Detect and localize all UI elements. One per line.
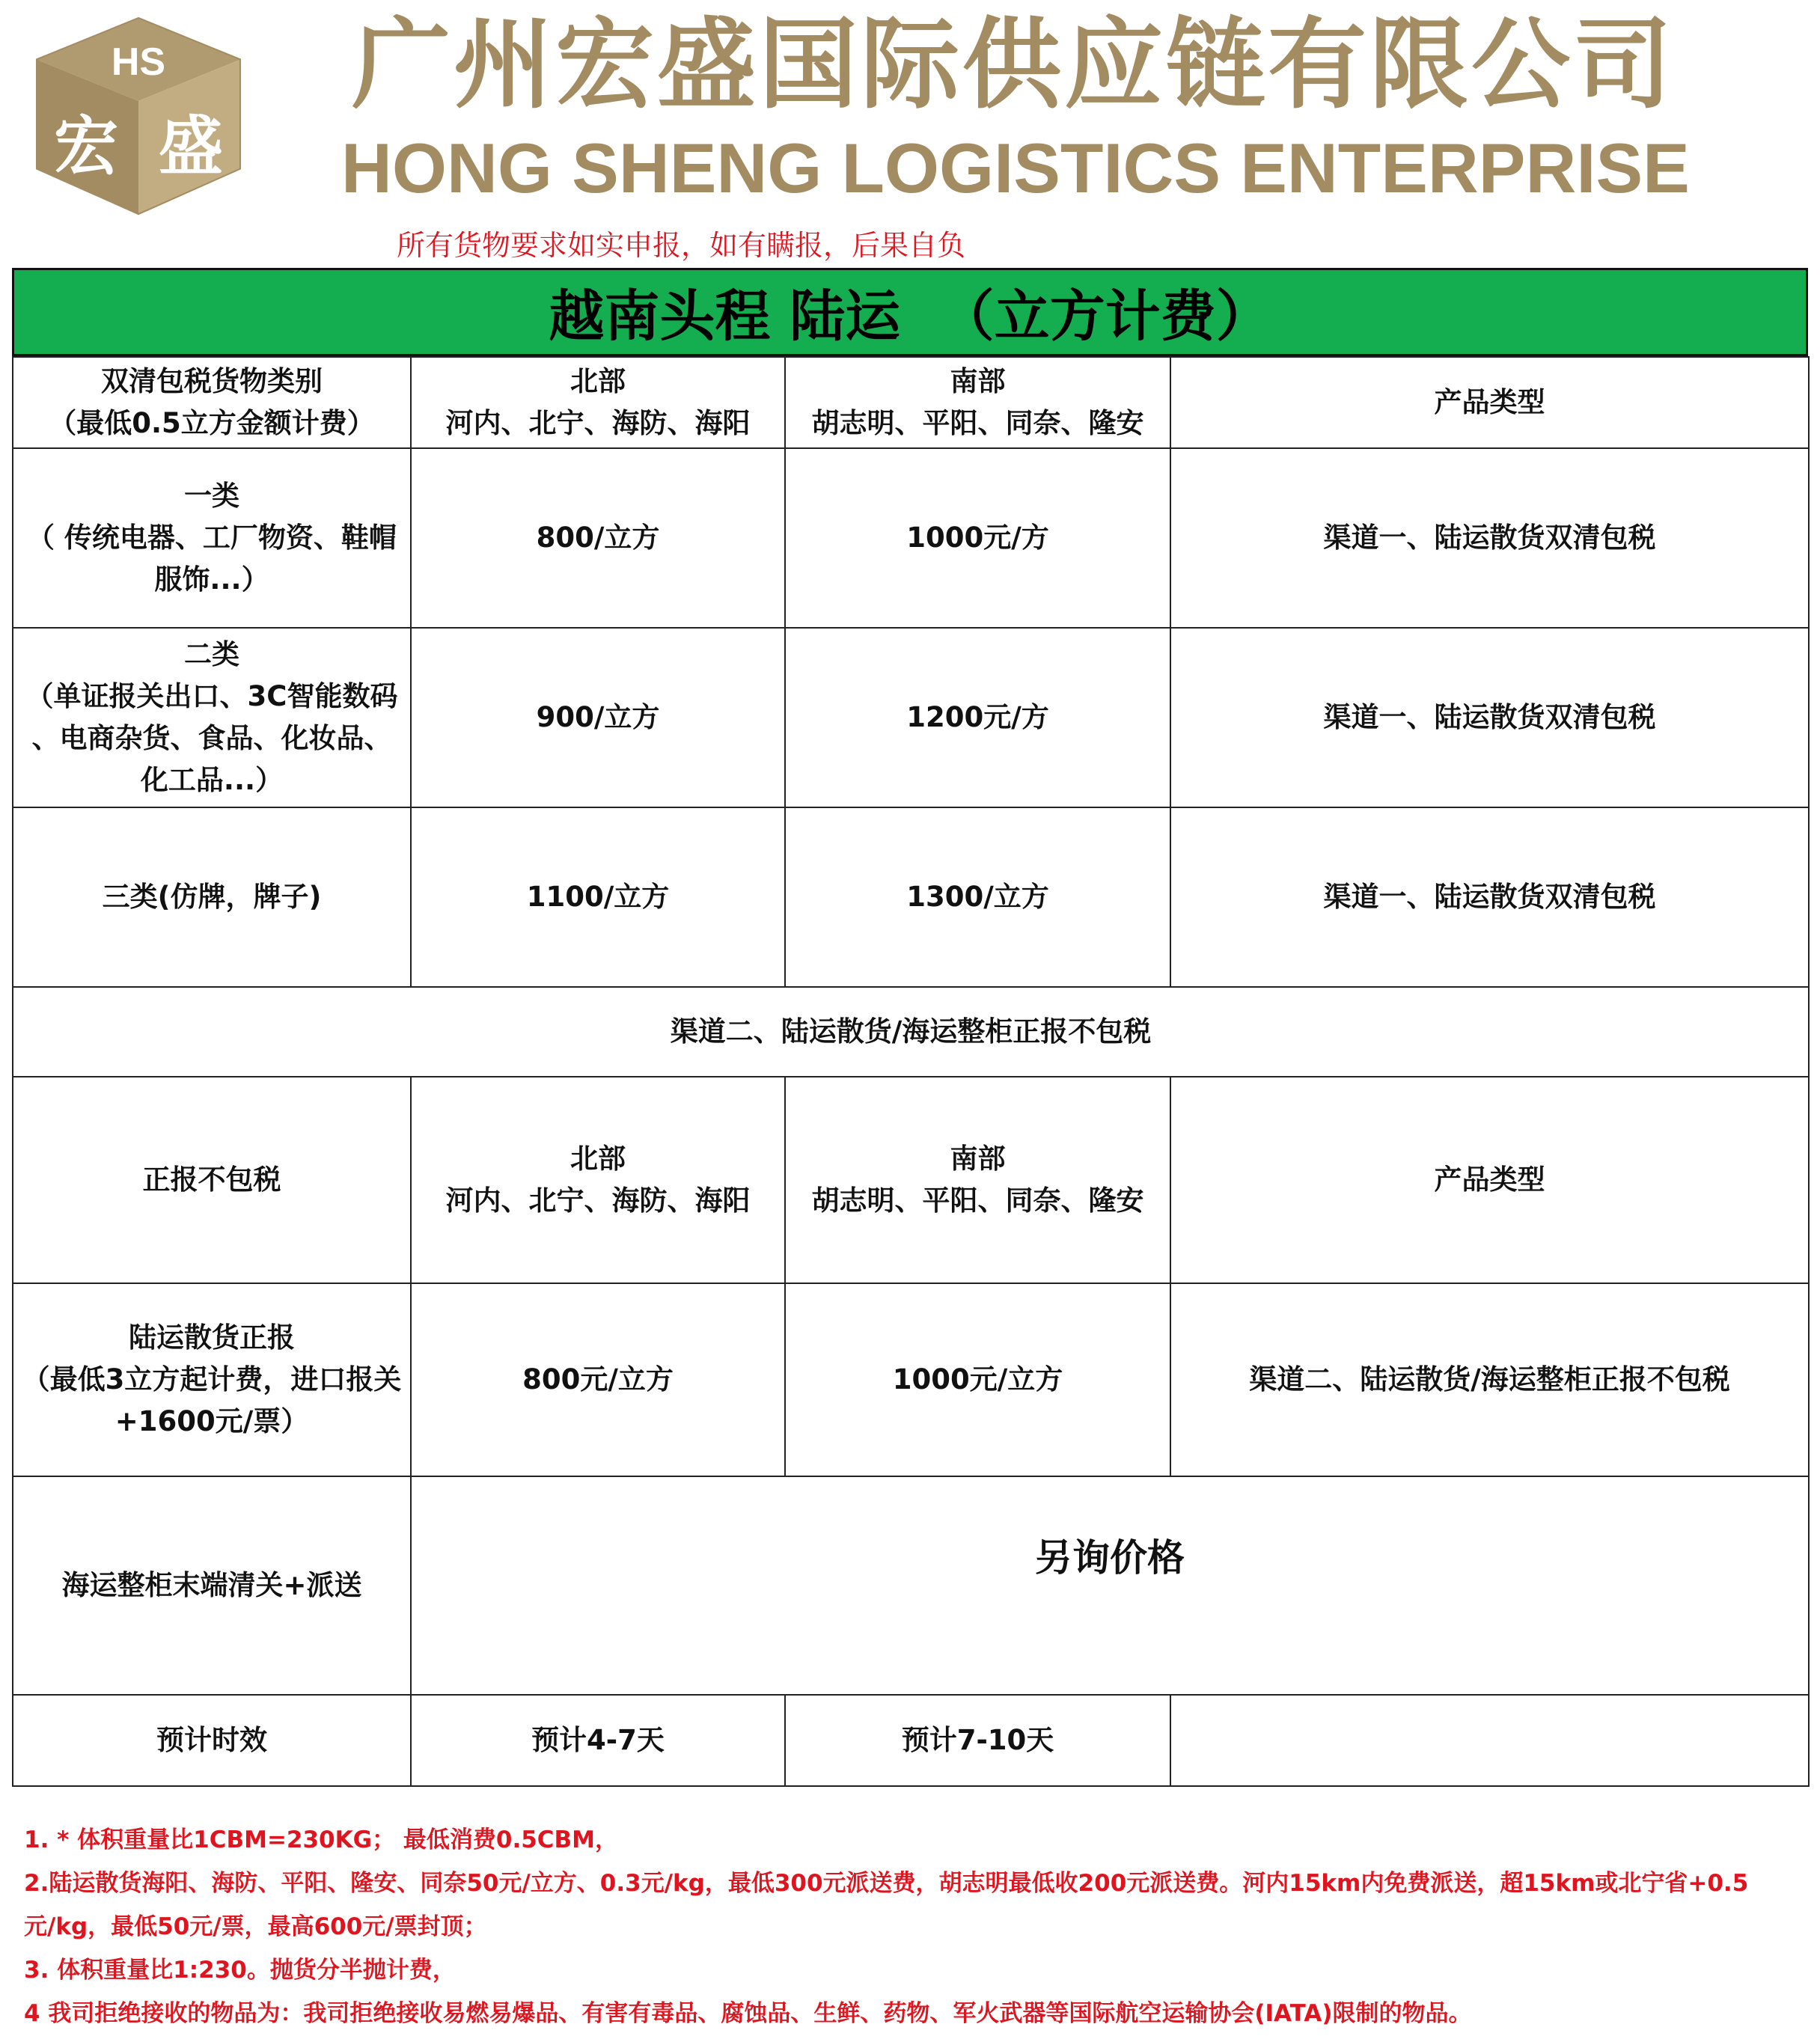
product-type-header: 产品类型 [1170,357,1809,448]
south-header-title: 南部 [950,1143,1006,1175]
north-header [411,357,785,448]
category-desc-line1: （最低3立方起计费，进口报关 [22,1363,402,1395]
south-header-cities: 胡志明、平阳、同奈、隆安 [811,1184,1144,1217]
table-row [13,807,1809,987]
channel2-banner: 渠道二、陆运散货/海运整柜正报不包税 [13,987,1809,1077]
table-title: 越南头程 陆运 （立方计费） [12,268,1808,356]
ocean-row [13,1476,1809,1695]
category-header [13,357,411,448]
category-desc-line3: 化工品...） [140,764,284,796]
south-price: 1300/立方 [785,807,1170,987]
south-timing: 预计7-10天 [785,1695,1170,1786]
north-price: 900/立方 [411,628,785,807]
category-cell [13,628,411,807]
timing-label: 预计时效 [13,1695,411,1786]
south-price: 1000元/方 [785,448,1170,628]
category-name: 一类 [184,480,239,512]
category-header-line2: （最低0.5立方金额计费） [49,407,375,439]
section2-north-header [411,1077,785,1283]
declaration-warning: 所有货物要求如实申报，如有瞒报，后果自负 [397,229,966,262]
note-item: 2.陆运散货海阳、海防、平阳、隆安、同奈50元/立方、0.3元/kg，最低300元派送费，胡志明最低收200元派送费。河内15km内免费派送，超15km或北宁省+0.5元/kg，最低50元/票，最高600元/票封顶； [24,1870,1749,1940]
section2-header-row [13,1077,1809,1283]
north-header-cities: 河内、北宁、海防、海阳 [445,407,751,439]
south-price: 1200元/方 [785,628,1170,807]
logo-hong-text: 宏 [54,109,118,184]
table-row [13,1283,1809,1476]
note-item: 3. 体积重量比1:230。抛货分半抛计费， [24,1957,456,1984]
price-table [12,356,1810,1787]
product-type: 渠道一、陆运散货双清包税 [1170,448,1809,628]
timing-empty-cell [1170,1695,1809,1786]
north-price: 800元/立方 [411,1283,785,1476]
channel2-banner-row [13,987,1809,1077]
south-header-cities: 胡志明、平阳、同奈、隆安 [811,407,1144,439]
notes [12,1818,1808,2035]
category-name: 二类 [184,638,239,670]
product-type: 渠道一、陆运散货双清包税 [1170,628,1809,807]
category-desc-line1: （ 传统电器、工厂物资、鞋帽 [27,522,397,554]
ocean-label: 海运整柜末端清关+派送 [13,1476,411,1695]
category-desc-line2: 、电商杂货、食品、化妆品、 [31,722,392,754]
category-desc-line2: 服饰...） [154,563,269,596]
ocean-price-inquiry: 另询价格 [411,1476,1809,1695]
logo-hs-text: HS [111,40,166,84]
section2-south-header [785,1077,1170,1283]
north-timing: 预计4-7天 [411,1695,785,1786]
logo-sheng-text: 盛 [159,109,223,184]
note-item: 1. * 体积重量比1CBM=230KG； 最低消费0.5CBM， [24,1826,619,1853]
product-type: 渠道二、陆运散货/海运整柜正报不包税 [1170,1283,1809,1476]
category-name: 陆运散货正报 [129,1321,295,1354]
company-name-en: HONG SHENG LOGISTICS ENTERPRISE [341,129,1690,207]
section2-category-header: 正报不包税 [13,1077,411,1283]
company-name-cn: 广州宏盛国际供应链有限公司 [352,7,1675,123]
timing-row [13,1695,1809,1786]
north-header-title: 北部 [570,1143,626,1175]
north-price: 1100/立方 [411,807,785,987]
table-row [13,448,1809,628]
south-header [785,357,1170,448]
category-cell [13,448,411,628]
table-row [13,628,1809,807]
category-desc-line2: +1600元/票） [114,1405,309,1437]
product-type: 渠道一、陆运散货双清包税 [1170,807,1809,987]
north-price: 800/立方 [411,448,785,628]
section1-header-row [13,357,1809,448]
category-desc-line1: （单证报关出口、3C智能数码 [25,680,398,712]
north-header-cities: 河内、北宁、海防、海阳 [445,1184,751,1217]
note-item: 4 我司拒绝接收的物品为：我司拒绝接收易燃易爆品、有害有毒品、腐蚀品、生鲜、药物、军火武器等国际航空运输协会(IATA)限制的物品。 [24,2000,1472,2027]
south-price: 1000元/立方 [785,1283,1170,1476]
section2-product-type-header: 产品类型 [1170,1077,1809,1283]
category-cell [13,1283,411,1476]
category-header-line1: 双清包税货物类别 [101,365,323,397]
north-header-title: 北部 [570,365,626,397]
category-name: 三类(仿牌，牌子) [102,881,322,913]
category-cell [13,807,411,987]
south-header-title: 南部 [950,365,1006,397]
company-logo [30,15,247,217]
